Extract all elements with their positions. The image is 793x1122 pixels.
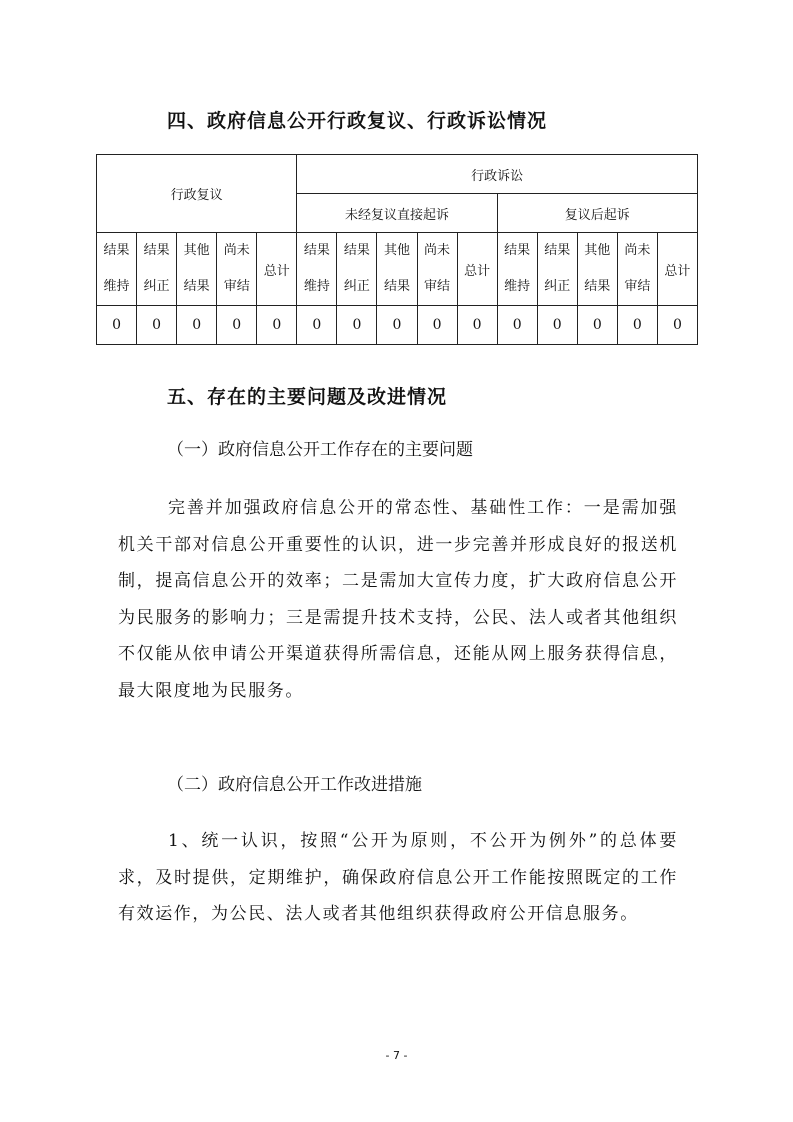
col-direct-maintained: 结果 维持	[297, 233, 337, 306]
section5-heading: 五、存在的主要问题及改进情况	[167, 386, 448, 408]
col-review-other: 其他 结果	[177, 233, 217, 306]
col-after-other: 其他 结果	[577, 233, 617, 306]
page-number: - 7 -	[385, 1049, 408, 1062]
col-after-total: 总计	[657, 233, 697, 306]
review-litigation-table	[96, 154, 698, 345]
col-review-corrected: 结果 纠正	[137, 233, 177, 306]
admin-review-header: 行政复议	[97, 155, 297, 233]
table-cell: 0	[417, 306, 457, 345]
table-cell: 0	[497, 306, 537, 345]
table-cell: 0	[657, 306, 697, 345]
table-cell: 0	[137, 306, 177, 345]
col-review-pending: 尚未 审结	[217, 233, 257, 306]
table-cell: 0	[377, 306, 417, 345]
table-cell: 0	[97, 306, 137, 345]
col-review-total: 总计	[257, 233, 297, 306]
col-after-corrected: 结果 纠正	[537, 233, 577, 306]
admin-litigation-header: 行政诉讼	[297, 155, 698, 194]
table-cell: 0	[177, 306, 217, 345]
subsection2-heading: （二）政府信息公开工作改进措施	[167, 775, 422, 795]
col-after-maintained: 结果 维持	[497, 233, 537, 306]
table-cell: 0	[617, 306, 657, 345]
section4-heading: 四、政府信息公开行政复议、行政诉讼情况	[167, 110, 548, 132]
col-direct-other: 其他 结果	[377, 233, 417, 306]
table-cell: 0	[457, 306, 497, 345]
table-cell: 0	[297, 306, 337, 345]
problems-paragraph: 完善并加强政府信息公开的常态性、基础性工作：一是需加强机关干部对信息公开重要性的认识，进一步完善并形成良好的报送机制，提高信息公开的效率；二是需加大宣传力度，扩大政府信息公开为民服务的影响力；三是需提升技术支持，公民、法人或者其他组织不仅能从依申请公开渠道获得所需信息，还能从网上服务获得信息，最大限度地为民服务。	[118, 498, 678, 701]
table-cell: 0	[537, 306, 577, 345]
col-direct-total: 总计	[457, 233, 497, 306]
subsection1-heading: （一）政府信息公开工作存在的主要问题	[167, 440, 473, 460]
col-direct-corrected: 结果 纠正	[337, 233, 377, 306]
table-cell: 0	[337, 306, 377, 345]
table-cell: 0	[577, 306, 617, 345]
direct-litigation-header: 未经复议直接起诉	[297, 194, 497, 233]
measures-paragraph: 1、统一认识，按照“公开为原则，不公开为例外”的总体要求，及时提供，定期维护，确保政府信息公开工作能按照既定的工作有效运作，为公民、法人或者其他组织获得政府公开信息服务。	[118, 831, 678, 924]
table-cell: 0	[217, 306, 257, 345]
col-after-pending: 尚未 审结	[617, 233, 657, 306]
col-review-maintained: 结果 维持	[97, 233, 137, 306]
table-cell: 0	[257, 306, 297, 345]
after-review-litigation-header: 复议后起诉	[497, 194, 697, 233]
col-direct-pending: 尚未 审结	[417, 233, 457, 306]
